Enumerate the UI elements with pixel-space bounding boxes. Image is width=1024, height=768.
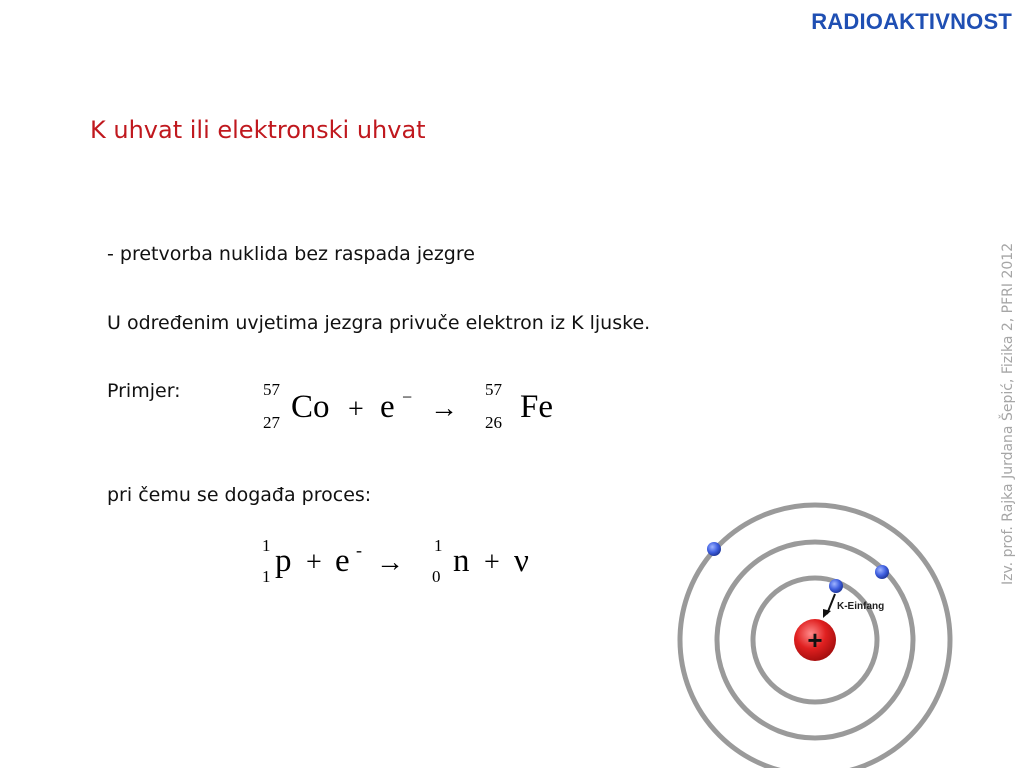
electron-charge: − bbox=[402, 387, 413, 407]
captured-electron bbox=[829, 579, 843, 593]
fe-symbol: Fe bbox=[520, 389, 553, 425]
proton-symbol: p bbox=[275, 543, 292, 579]
definition-line: - pretvorba nuklida bez raspada jezgre bbox=[107, 243, 475, 265]
fe-mass-number: 57 bbox=[485, 380, 502, 399]
description-line: U određenim uvjetima jezgra privuče elektron iz K ljuske. bbox=[107, 312, 651, 334]
arrow-icon: → bbox=[430, 393, 458, 424]
middle-electron bbox=[875, 565, 889, 579]
capture-arrow-head-icon bbox=[823, 609, 831, 618]
arrow-icon: → bbox=[376, 547, 404, 578]
co-atomic-number: 27 bbox=[263, 413, 280, 432]
author-credit: Izv. prof. Rajka Jurdana Šepić, Fizika 2, PFRI 2012 bbox=[1000, 242, 1016, 585]
example-label: Primjer: bbox=[107, 380, 181, 402]
co-symbol: Co bbox=[291, 389, 330, 425]
p-mass-number: 1 bbox=[262, 536, 271, 555]
co-mass-number: 57 bbox=[263, 380, 280, 399]
electron-charge: - bbox=[356, 540, 362, 560]
outer-electron bbox=[707, 542, 721, 556]
electron-symbol: e bbox=[380, 389, 395, 425]
p-atomic-number: 1 bbox=[262, 567, 271, 586]
n-atomic-number: 0 bbox=[432, 567, 441, 586]
process-label: pri čemu se događa proces: bbox=[107, 484, 372, 506]
electron-symbol: e bbox=[335, 543, 350, 579]
slide-title: K uhvat ili elektronski uhvat bbox=[90, 116, 426, 144]
capture-label: K-Einfang bbox=[837, 601, 885, 612]
neutron-symbol: n bbox=[453, 543, 470, 579]
plus-sign: + bbox=[348, 394, 364, 425]
header-title: RADIOAKTIVNOST bbox=[811, 9, 1012, 34]
fe-atomic-number: 26 bbox=[485, 413, 502, 432]
plus-sign: + bbox=[306, 547, 322, 578]
k-capture-atom-diagram bbox=[670, 500, 970, 768]
nucleus-plus-icon: + bbox=[807, 625, 823, 655]
plus-sign: + bbox=[484, 547, 500, 578]
n-mass-number: 1 bbox=[434, 536, 443, 555]
neutrino-symbol: ν bbox=[514, 543, 529, 579]
